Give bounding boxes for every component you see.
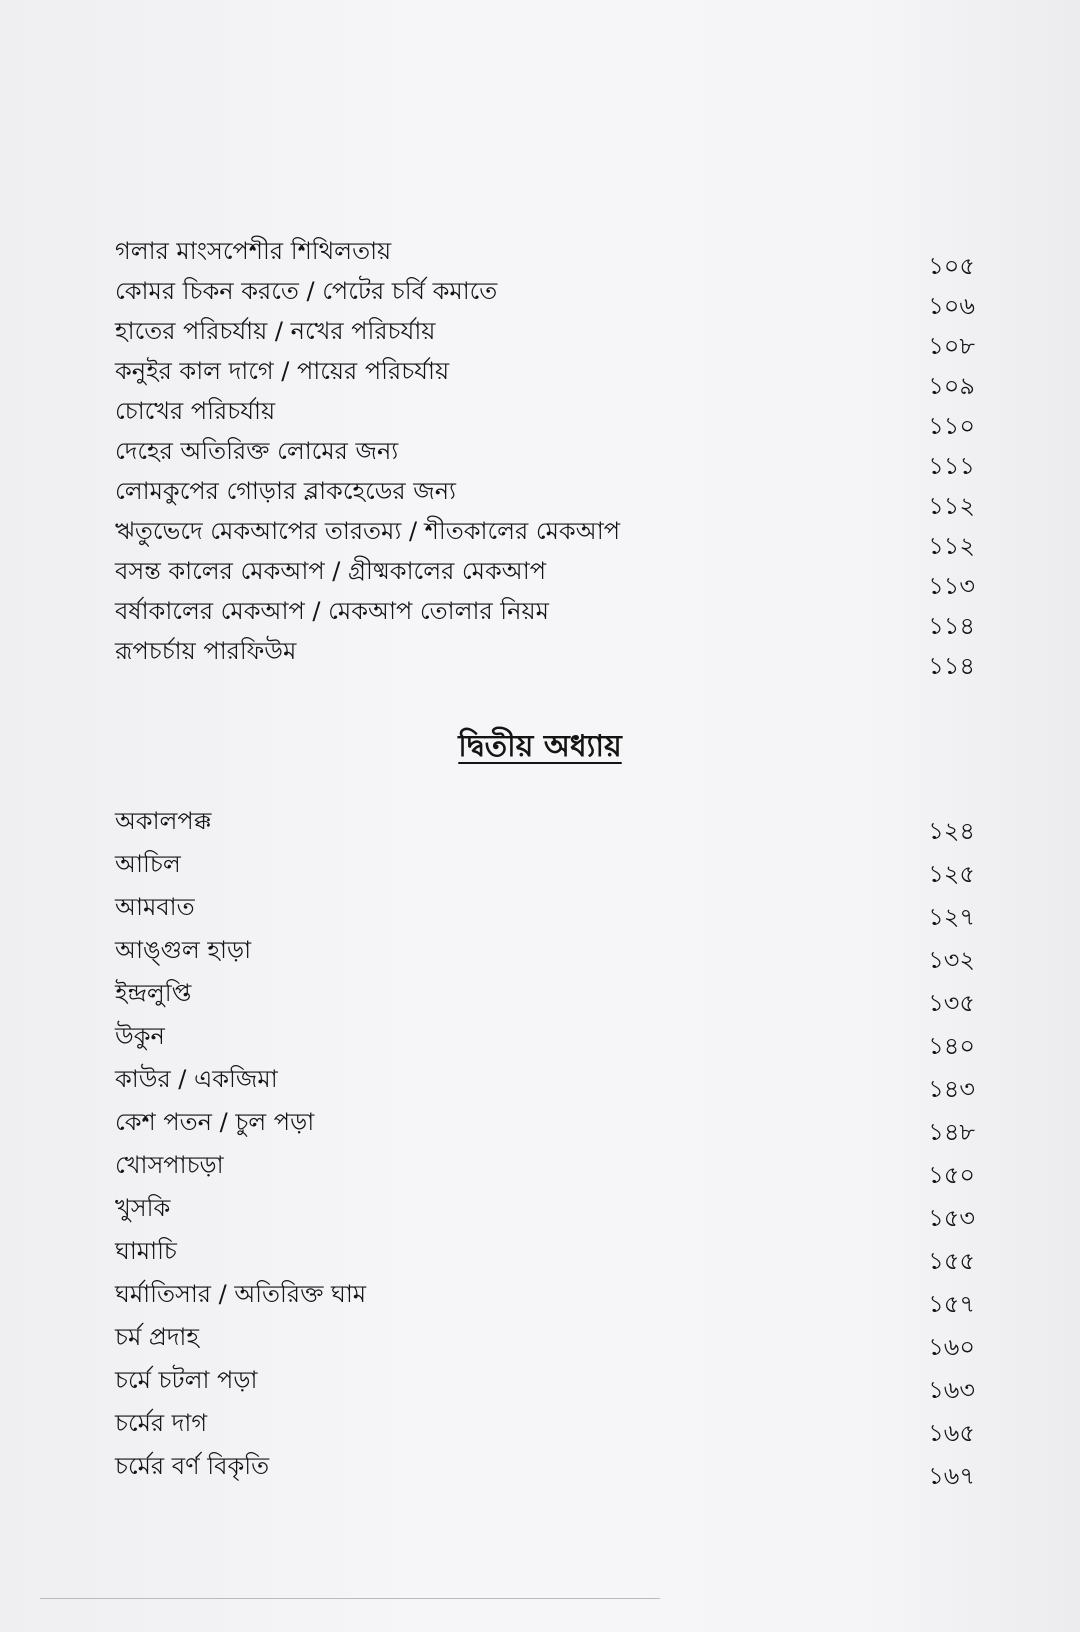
toc-page-number: ১১২ (928, 532, 975, 560)
toc-entry (115, 356, 975, 396)
toc-entry-title: অকালপক্ক (115, 807, 212, 835)
toc-entry-title: লোমকুপের গোড়ার ব্লাকহেডের জন্য (115, 477, 456, 505)
toc-entry-page: ১২৪ (928, 817, 975, 845)
toc-entry (115, 316, 975, 356)
toc-page-number: ১১২ (928, 492, 975, 520)
toc-entry-title: ঘামাচি (115, 1237, 177, 1265)
bottom-rule (40, 1598, 660, 1599)
toc-entry-title: খুসকি (115, 1194, 171, 1222)
toc-entry-title: আমবাত (115, 893, 195, 921)
toc-entry (115, 436, 975, 476)
toc-page-number: ১১৪ (928, 652, 975, 680)
toc-entry-title: উকুন (115, 1022, 165, 1050)
toc-entry-page: ১৬৭ (928, 1462, 975, 1490)
toc-entry-title: কেশ পতন / চুল পড়া (115, 1108, 315, 1136)
toc-entry (115, 636, 975, 676)
toc-entry (115, 1064, 975, 1104)
toc-entry (115, 396, 975, 436)
toc-entry-title: কোমর চিকন করতে / পেটের চর্বি কমাতে (115, 277, 498, 305)
chapter-heading: দ্বিতীয় অধ্যায় (458, 729, 622, 764)
toc-entry (115, 1021, 975, 1061)
toc-page-number: ১১৩ (928, 572, 975, 600)
toc-entry-page: ১৪৩ (928, 1075, 975, 1103)
toc-entry (115, 596, 975, 636)
toc-entry-title: দেহের অতিরিক্ত লোমের জন্য (115, 437, 399, 465)
toc-entry (115, 1150, 975, 1190)
toc-entry-title: চর্মে চটলা পড়া (115, 1366, 258, 1394)
toc-entry-title: খোসপাচড়া (115, 1151, 224, 1179)
toc-entry-page: ১৪৮ (928, 1118, 975, 1146)
toc-entry (115, 892, 975, 932)
toc-entry-title: চর্ম প্রদাহ (115, 1323, 199, 1351)
toc-entry-title: বসন্ত কালের মেকআপ / গ্রীষ্মকালের মেকআপ (115, 557, 547, 585)
toc-entry-page: ১৫০ (928, 1161, 975, 1189)
toc-entry (115, 516, 975, 556)
toc-entry-page: ১৬৩ (928, 1376, 975, 1404)
toc-page-number: ১০৯ (928, 372, 975, 400)
toc-entry (115, 1451, 975, 1491)
toc-entry (115, 556, 975, 596)
toc-page-number: ১১০ (928, 412, 975, 440)
toc-entry-title: রূপচর্চায় পারফিউম (115, 637, 297, 665)
toc-entry-title: ঋতুভেদে মেকআপের তারতম্য / শীতকালের মেকআপ (115, 517, 621, 545)
toc-entry-page: ১৪০ (928, 1032, 975, 1060)
toc-entry (115, 1193, 975, 1233)
toc-entry (115, 476, 975, 516)
toc-entry-title: হাতের পরিচর্যায় / নখের পরিচর্যায় (115, 317, 436, 345)
toc-page-number: ১১১ (928, 452, 975, 480)
toc-entry-title: কাউর / একজিমা (115, 1065, 278, 1093)
toc-entry-page: ১৫৩ (928, 1204, 975, 1232)
toc-entry (115, 276, 975, 316)
toc-entry-title: বর্ষাকালের মেকআপ / মেকআপ তোলার নিয়ম (115, 597, 549, 625)
toc-entry-title: চর্মের দাগ (115, 1409, 208, 1437)
toc-entry (115, 935, 975, 975)
toc-entry-page: ১২৭ (928, 903, 975, 931)
toc-page-number: ১১৪ (928, 612, 975, 640)
toc-entry (115, 236, 975, 276)
toc-entry-page: ১৩৫ (928, 989, 975, 1017)
toc-page-number: ১০৫ (928, 252, 975, 280)
toc-page-number: ১০৬ (928, 292, 975, 320)
toc-entry (115, 806, 975, 846)
toc-entry-title: কনুইর কাল দাগে / পায়ের পরিচর্যায় (115, 357, 450, 385)
toc-entry-title: গলার মাংসপেশীর শিথিলতায় (115, 237, 392, 265)
toc-entry-page: ১২৫ (928, 860, 975, 888)
toc-entry-page: ১৬৫ (928, 1419, 975, 1447)
toc-entry (115, 1236, 975, 1276)
toc-entry-title: চোখের পরিচর্যায় (115, 397, 276, 425)
toc-entry-title: ইন্দ্রলুপ্তি (115, 979, 192, 1007)
toc-entry-title: ঘর্মাতিসার / অতিরিক্ত ঘাম (115, 1280, 367, 1308)
toc-entry (115, 978, 975, 1018)
toc-page-number: ১০৮ (928, 332, 975, 360)
toc-entry-page: ১৫৫ (928, 1247, 975, 1275)
toc-entry (115, 1408, 975, 1448)
toc-entry (115, 1279, 975, 1319)
toc-entry (115, 1322, 975, 1362)
toc-entry-title: আঙ্গুল হাড়া (115, 936, 252, 964)
toc-entry-page: ১৩২ (928, 946, 975, 974)
toc-entry (115, 1365, 975, 1405)
toc-entry (115, 1107, 975, 1147)
toc-entry-title: আচিল (115, 850, 181, 878)
toc-entry-title: চর্মের বর্ণ বিকৃতি (115, 1452, 270, 1480)
toc-entry-page: ১৫৭ (928, 1290, 975, 1318)
toc-entry (115, 849, 975, 889)
toc-entry-page: ১৬০ (928, 1333, 975, 1361)
